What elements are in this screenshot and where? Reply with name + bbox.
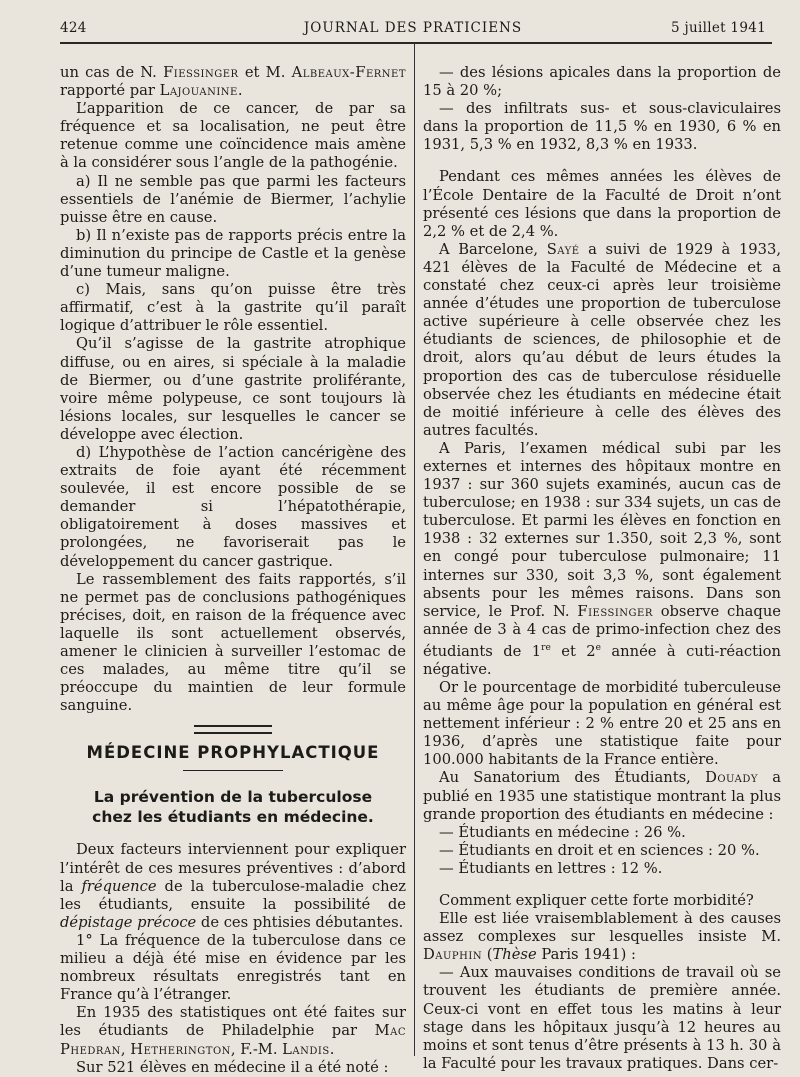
paragraph: Sur 521 élèves en médecine il a été noté : bbox=[76, 1058, 389, 1076]
section-separator bbox=[194, 725, 272, 734]
author-name: Fiessinger bbox=[577, 602, 653, 620]
article-title: La prévention de la tuberculose chez les étudiants en médecine. bbox=[92, 788, 374, 827]
page-number: 424 bbox=[60, 20, 87, 36]
paragraph: En 1935 des statistiques ont été faites sur les étudiants de Philadelphie par Mac Phedran, Hetherington, F.-M. Landis. bbox=[60, 1004, 406, 1058]
author-name: Lajouanine bbox=[159, 82, 238, 100]
paragraph: 1° La fréquence de la tuberculose dans ce milieu a déjà été mise en évidence par les nombreux résultats enregistrés tant en France qu’à l’étranger. bbox=[60, 931, 406, 1004]
paragraph: Au Sanatorium des Étudiants, Douady a publié en 1935 une statistique montrant la plus grande proportion des étudiants en médecine : bbox=[423, 769, 781, 823]
paragraph: Deux facteurs interviennent pour expliquer l’intérêt de ces mesures préventives : d’abord la fréquence de la tuberculose-maladie chez les étudiants, ensuite la possibilité de dépistage précoce de ces phtisies débutantes. bbox=[60, 841, 406, 931]
section-title: MÉDECINE PROPHYLACTIQUE bbox=[86, 743, 380, 763]
paragraph: Qu’il s’agisse de la gastrite atrophique diffuse, ou en aires, si spéciale à la maladie de Biermer, ou d’une gastrite proliférante, voire même polypeuse, ce sont toujours là lésions locales, sur lesquelles le cancer se développe avec élection. bbox=[60, 335, 406, 443]
running-header bbox=[60, 20, 766, 40]
author-name: Sayé bbox=[546, 240, 580, 258]
list-item: — Étudiants en lettres : 12 %. bbox=[439, 859, 663, 877]
author-name: Mac Phedran bbox=[60, 1022, 406, 1058]
paragraph: Elle est liée vraisemblablement à des causes assez complexes sur lesquelles insiste M. Dauphin (Thèse Paris 1941) : bbox=[423, 910, 781, 964]
paragraph: d) L’hypothèse de l’action cancérigène des extraits de foie ayant été récemment soulevée, il est encore possible de se demander si l’hépatothérapie, obligatoirement à doses massives et prolongées, ne favoriserait pas le développement du cancer gastrique. bbox=[60, 443, 406, 570]
journal-title: JOURNAL DES PRATICIENS bbox=[303, 20, 523, 36]
paragraph: c) Mais, sans qu’on puisse être très affirmatif, c’est à la gastrite qu’il paraît logique d’attribuer le rôle essentiel. bbox=[60, 281, 406, 335]
left-column bbox=[60, 64, 406, 1077]
author-name: Landis bbox=[282, 1040, 330, 1058]
list-item: — des infiltrats sus- et sous-claviculaires dans la proportion de 11,5 % en 1930, 6 % en 1931, 5,3 % en 1932, 8,3 % en 1933. bbox=[423, 100, 781, 154]
list-item: — Étudiants en droit et en sciences : 20 %. bbox=[439, 841, 760, 859]
section-underline bbox=[183, 770, 283, 771]
author-name: Albeaux-Fernet bbox=[291, 64, 406, 81]
list-item: — Étudiants en médecine : 26 %. bbox=[439, 823, 686, 841]
right-column bbox=[423, 64, 781, 1073]
column-divider bbox=[414, 44, 415, 1056]
paragraph: a) Il ne semble pas que parmi les facteurs essentiels de l’anémie de Biermer, l’achylie puisse être en cause. bbox=[60, 172, 406, 226]
paragraph: Comment expliquer cette forte morbidité? bbox=[439, 892, 754, 910]
paragraph: un cas de N. Fiessinger et M. Albeaux-Fernet rapporté par Lajouanine. bbox=[60, 64, 406, 100]
author-name: Douady bbox=[705, 769, 758, 787]
author-name: Fiessinger bbox=[163, 64, 239, 81]
paragraph: Pendant ces mêmes années les élèves de l’École Dentaire de la Faculté de Droit n’ont présenté ces lésions que dans la proportion de 2,2 % et de 2,4 %. bbox=[423, 168, 781, 240]
paragraph: A Paris, l’examen médical subi par les externes et internes des hôpitaux montre en 1937 : sur 360 sujets examinés, aucun cas de tuberculose; en 1938 : sur 334 sujets, un cas de tuberculose. Et parmi les élèves en fonction en 1938 : 32 externes sur 1.350, soit 2,3 %, sont en congé pour tuberculose pulmonaire; 11 internes sur 330, soit 3,3 %, sont également absents pour les mêmes raisons. Dans son service, le Prof. N. Fiessinger observe chaque année de 3 à 4 cas de primo-infection chez des étudiants de 1re et 2e année à cuti-réaction négative. bbox=[423, 439, 781, 678]
paragraph: — Aux mauvaises conditions de travail où se trouvent les étudiants de première année. Ceux-ci vont en effet tous les matins à leur stage dans les hôpitaux jusqu’à 12 heures au moins et sont tenus d’être présents à 13 h. 30 à la Faculté pour les travaux pratiques. Dans cer- bbox=[423, 964, 781, 1072]
list-item: — des lésions apicales dans la proportion de 15 à 20 %; bbox=[423, 64, 781, 100]
paragraph: b) Il n’existe pas de rapports précis entre la diminution du principe de Castle et la genèse d’une tumeur maligne. bbox=[60, 226, 406, 281]
paragraph: A Barcelone, Sayé a suivi de 1929 à 1933, 421 élèves de la Faculté de Médecine et a constaté chez ceux-ci après leur troisième année d’études une proportion de tuberculose active supérieure à celle observée chez les étudiants de sciences, de philosophie et de droit, alors qu’au début de leurs études la proportion des cas de tuberculose résiduelle observée chez les étudiants en médecine était de moitié inférieure à celle des élèves des autres facultés. bbox=[423, 240, 781, 439]
header-rule bbox=[60, 42, 772, 44]
author-name: Hetherington bbox=[130, 1040, 231, 1058]
paragraph: Le rassemblement des faits rapportés, s’il ne permet pas de conclusions pathogéniques précises, doit, en raison de la fréquence avec laquelle ils sont actuellement observés, amener le clinicien à surveiller l’estomac de ces malades, au même titre qu’il se préoccupe du maintien de leur formule sanguine. bbox=[60, 570, 406, 715]
issue-date: 5 juillet 1941 bbox=[671, 20, 766, 36]
author-name: Dauphin bbox=[423, 946, 483, 964]
paragraph: Or le pourcentage de morbidité tuberculeuse au même âge pour la population en général est nettement inférieur : 2 % entre 20 et 25 ans en 1936, d’après une statistique faite pour 100.000 habitants de la France entière. bbox=[423, 678, 781, 769]
paragraph: L’apparition de ce cancer, de par sa fréquence et sa localisation, ne peut être retenue comme une coïncidence mais amène à la considérer sous l’angle de la pathogénie. bbox=[60, 100, 406, 172]
